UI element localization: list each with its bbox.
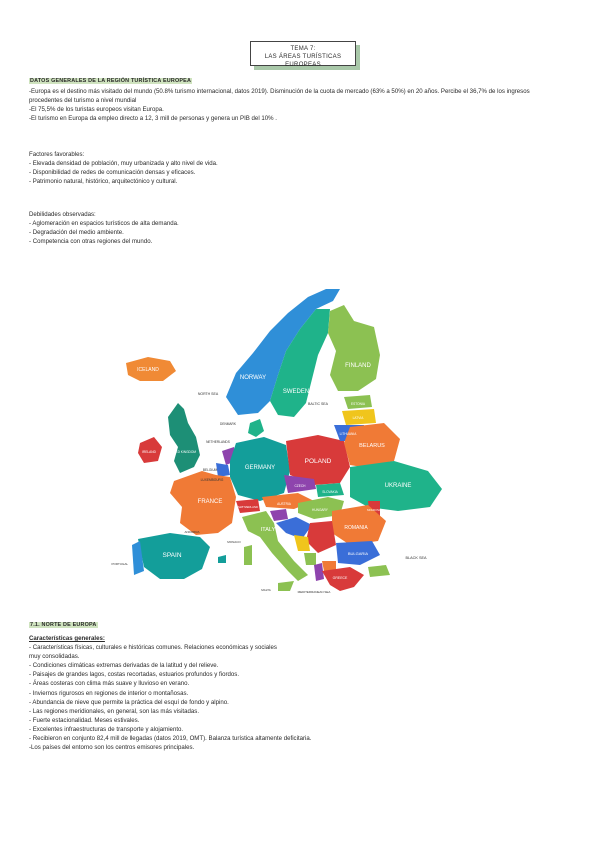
label-hungary: HUNGARY [312,508,328,512]
label-ireland: IRELAND [142,450,156,454]
norte-heading: 7.1. NORTE DE EUROPA [30,622,97,628]
norte-item: - Inviernos rigurosos en regiones de interior o montañosas. [29,689,189,697]
label-greece: GREECE [332,576,348,580]
europe-map [111,275,448,595]
serbia-region [306,521,336,553]
label-austria: AUSTRIA [277,502,291,506]
label-denmark: DENMARK [220,422,236,426]
norte-item: - Recibieron en conjunto 82,4 mill de llegadas (datos 2019, OMT). Balanza turística altamente deficitaria. [29,735,312,743]
label-monaco: MONACO [227,540,241,544]
label-slovakia: SLOVAKIA [322,490,338,494]
sicily-region [278,581,294,591]
uk-region [168,403,200,473]
label-lux: LUXEMBOURG [200,478,224,482]
bosnia-region [294,535,310,551]
norte-block [29,634,574,752]
general-paragraph [29,87,574,123]
debilidades-item: - Aglomeración en espacios turísticos de alta demanda. [29,220,179,228]
norte-item: - Áreas costeras con clima más suave y lluvioso en verano. [29,680,190,688]
label-portugal: PORTUGAL [111,562,128,566]
label-germany: GERMANY [244,465,276,471]
favorables-item: - Elevada densidad de población, muy urbanizada y alto nivel de vida. [29,160,218,168]
montenegro-region [304,553,316,565]
albania-region [314,563,324,581]
debilidades-item: - Competencia con otras regiones del mundo. [29,238,153,246]
turkey-region [368,565,390,577]
label-poland: POLAND [304,458,332,465]
label-norway: NORWAY [239,375,267,381]
croatia-region [276,517,312,539]
belgium-region [216,463,230,477]
favorables-item: - Disponibilidad de redes de comunicación densas y eficaces. [29,169,196,177]
label-swiss: SWITZERLAND [237,505,259,509]
favorables-item: - Patrimonio natural, histórico, arquitectónico y cultural. [29,178,178,186]
label-spain: SPAIN [162,552,182,559]
norte-item: - Condiciones climáticas extremas derivadas de la latitud y del relieve. [29,662,219,670]
norte-item: muy consolidadas. [29,653,80,661]
label-baltic: BALTIC SEA [308,402,328,406]
label-belarus: BELARUS [359,443,385,449]
norte-item: - Características físicas, culturales e históricas comunes. Relaciones económicas y sociales [29,644,277,652]
general-line: procedentes del turismo a nivel mundial [29,97,137,105]
label-sweden: SWEDEN [282,389,310,395]
label-finland: FINLAND [345,363,371,369]
label-france: FRANCE [197,499,223,505]
label-czech: CZECH [294,484,306,488]
norte-item: - Fuerte estacionalidad. Meses estivales. [29,716,140,724]
favorables-heading: Factores favorables: [29,151,85,158]
debilidades-heading: Debilidades observadas: [29,211,96,218]
sardinia-region [244,545,252,565]
label-belgium: BELGIUM [202,468,218,472]
norte-item: - Paisajes de grandes lagos, costas recortadas, estuarios profundos y fiordos. [29,671,240,679]
debilidades-block [29,210,179,246]
label-iceland: ICELAND [137,367,159,373]
label-north-sea: NORTH SEA [197,392,219,396]
label-andorra: ANDORRA [184,530,200,534]
norte-item: - Excelentes infraestructuras de transporte y alojamiento. [29,725,184,733]
general-heading: DATOS GENERALES DE LA REGIÓN TURÍSTICA EUROPEA [30,78,192,84]
label-bulgaria: BULGARIA [347,551,369,556]
balearic-region [218,555,226,563]
title-line-2: LAS ÁREAS TURÍSTICAS EUROPEAS [264,54,342,68]
norte-item: -Los países del entorno son los centros emisores principales. [29,744,195,752]
label-romania: ROMANIA [344,525,368,531]
label-italy: ITALY [260,527,276,533]
label-neth: NETHERLANDS [206,440,230,444]
document-title-box [250,41,356,66]
label-lith: LITHUANIA [339,432,357,436]
label-uk: UNITED KINGDOM [168,450,196,454]
general-line: -El turismo en Europa da empleo directo a 12, 3 mill de personas y genera un PIB del 10% . [29,115,277,123]
denmark-region [248,419,264,437]
norte-item: - Abundancia de nieve que permite la práctica del esquí de fondo y alpino. [29,698,229,706]
finland-region [328,305,380,391]
label-ukraine: UKRAINE [384,483,412,489]
label-latvia: LATVIA [352,416,364,420]
slovenia-region [270,509,288,521]
label-malta: MALTA [261,588,271,592]
debilidades-item: - Degradación del medio ambiente. [29,229,124,237]
norte-item: - Las regiones meridionales, en general, son las más visitadas. [29,707,200,715]
label-med-sea: MEDITERRANEAN SEA [297,590,331,594]
title-line-1: TEMA 7: [290,46,316,52]
favorables-block [29,150,218,186]
label-black-sea: BLACK SEA [405,556,427,560]
general-line: -Europa es el destino más visitado del mundo (50.8% turismo internacional, datos 2019). Disminución de la cuota de mercado (63% a 50%) en 20 años. Percibe el 36,7% de los ingresos [29,88,530,95]
label-moldova: MOLDOVA [367,508,381,512]
general-line: -El 75,5% de los turistas europeos visitan Europa. [29,106,164,114]
label-estonia: ESTONIA [351,402,365,406]
norte-subheading: Características generales: [29,635,105,642]
